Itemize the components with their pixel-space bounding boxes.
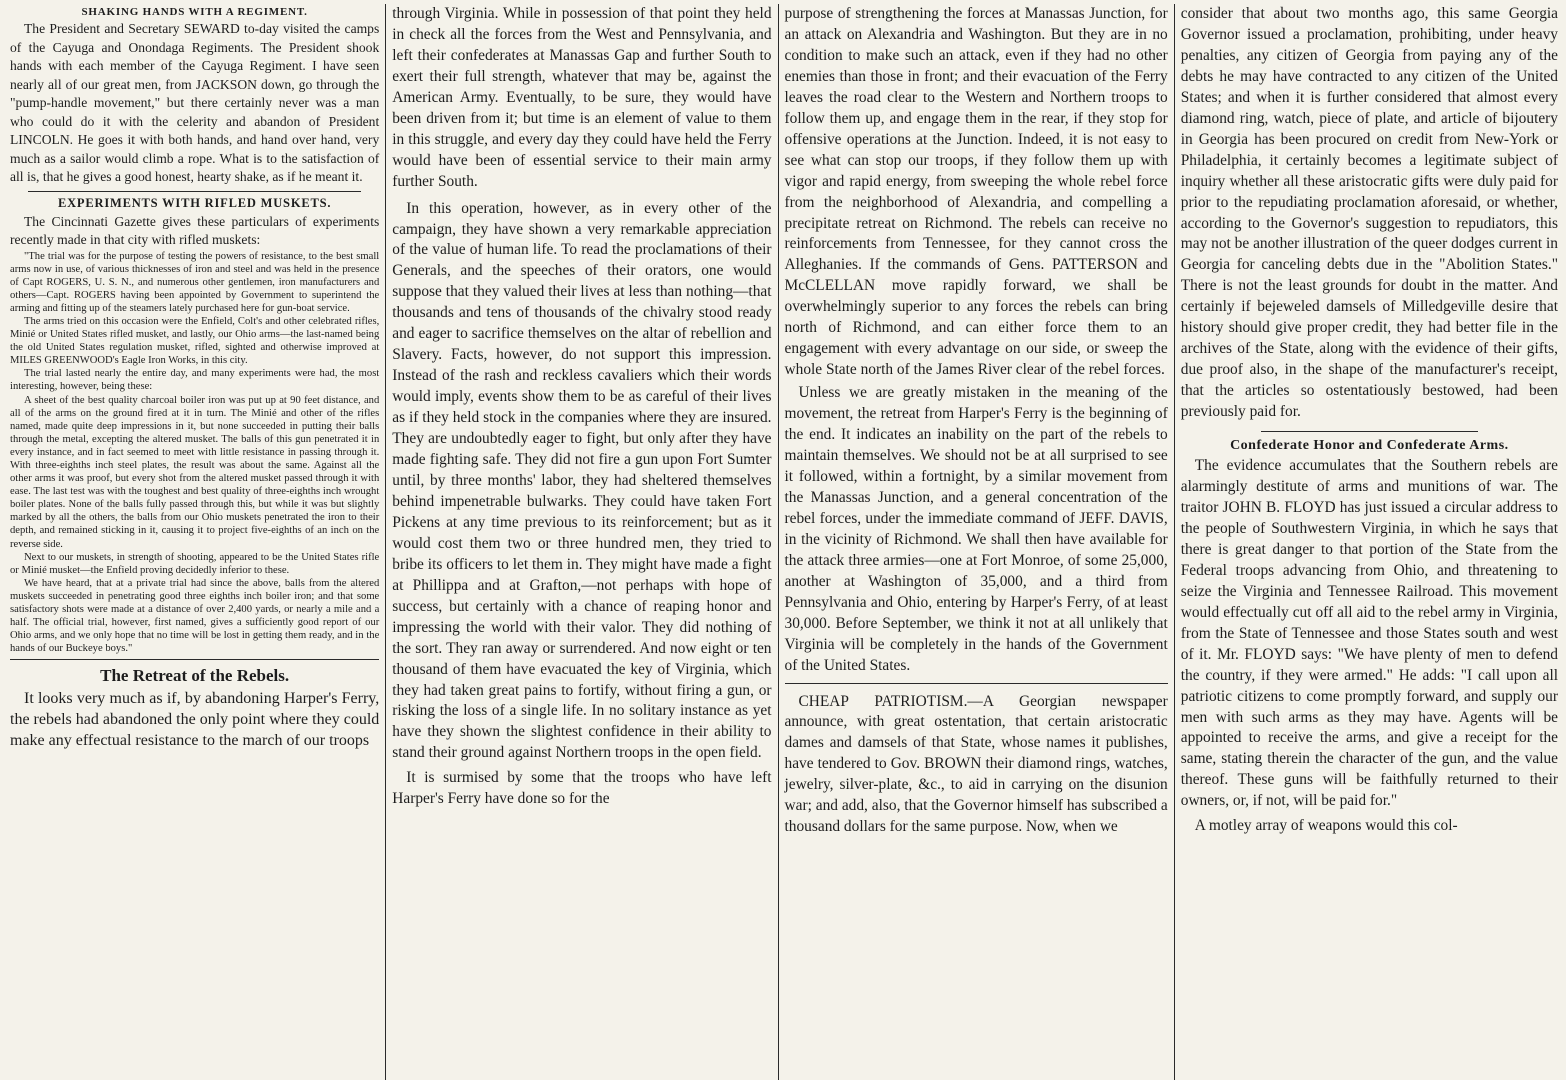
paragraph-cheap-patriotism [785,692,1168,839]
paragraph: through Virginia. While in possession of that point they held in check all the forces from the West and Pennsylvania, and left their confederates at Manassas Gap and further South to exert their full strength, whatever that may be, against the American Army. Eventually, to be sure, they would have been driven from it; but time is an element of value to them in this struggle, and every day they could have held the Ferry would have been of essential service to their main army further South. [392,5,772,190]
column-3 [779,4,1174,1080]
paragraph: The President and Secretary SEWARD to-day visited the camps of the Cayuga and Onondaga Regiments. The President shook hands with each member of the Cayuga Regiment. I have seen nearly all of our great men, from JACKSON down, go through the "pump-handle movement," but there certainly never was a man who could do it with the celerity and abandon of President LINCOLN. He goes it with both hands, and hand over hand, very much as a sailor would climb a rope. What is to the satisfaction of all is, that he gives a good honest, hearty shake, as if he meant it. [10,21,380,184]
paragraph: It looks very much as if, by abandoning Harper's Ferry, the rebels had abandoned the only point where they could make any effectual resistance to the march of our troops [10,690,380,750]
paragraph: purpose of strengthening the forces at Manassas Junction, for an attack on Alexandria and Washington. But they are in no condition to make such an attack, even if they had no other enemies than those in front; and their evacuation of the Ferry leaves the road clear to the Western and Northern troops to follow them up, and engage them in the rear, if they stop for offensive operations at the Junction. Indeed, it is not easy to see what can stop our troops, if they follow them up with vigor and rapid energy, from sweeping the whole rebel force from the neighborhood of Alexandria, and compelling a precipitate retreat on Richmond. The rebels can receive no reinforcements from Tennessee, for they cannot cross the Alleghanies. If the commands of Gens. PATTERSON and McCLELLAN move rapidly forward, we shall be overwhelmingly superior to any forces the rebels can bring north of Richmond, and can either force them to an engagement with every advantage on our side, or sweep the whole State north of the James River clear of the rebel forces. [784,5,1168,379]
paragraph: The arms tried on this occasion were the Enfield, Colt's and other celebrated rifles, Minié or United States rifled musket, and lastly, our Ohio arms—the last-named being the old United States regulation musket, rifled, sighted and otherwise improved at MILES GREENWOOD's Eagle Iron Works, in this city. [10,315,380,367]
paragraph-body: —A Georgian newspaper announce, with great ostentation, that certain aristocratic dames and damsels of that State, whose names it publishes, have tendered to Gov. BROWN their diamond rings, watches, jewelry, silver-plate, &c., to aid in carrying on the disunion war; and add, also, that the Governor himself has subscribed a thousand dollars for the same purpose. Now, when we [784,692,1168,836]
divider [785,683,1168,684]
paragraph: The trial lasted nearly the entire day, and many experiments were had, the most interesting, however, being these: [10,368,380,393]
paragraph: "The trial was for the purpose of testing the powers of resistance, to the best small arms now in use, of various thicknesses of iron and steel and was held in the presence of Capt ROGERS, U. S. N., and numerous other gentlemen, iron manufacturers and others—Capt. ROGERS having been appointed by Government to superintend the arming and fitting up of the steamers lately purchased here for gun-boat service. [10,250,380,314]
paragraph: In this operation, however, as in every other of the campaign, they have shown a very remarkable appreciation of the value of human life. To read the proclamations of their Generals, and the speeches of their orators, one would suppose that they valued their lives at less than nothing—that thousands and tens of thousands of the chivalry stood ready and eager to sacrifice themselves on the altar of rebellion and Slavery. Facts, however, do not support this impression. Instead of the rash and reckless cavaliers which their words would imply, events show them to be as careful of their lives as if they held stock in the companies where they are insured. They are undoubtedly eager to fight, but only after they have made fighting safe. They did not fire a gun upon Fort Sumter until, by three months' labor, they had sheltered themselves behind impenetrable bulwarks. They could have taken Fort Pickens at any time previous to its reinforcement; but as it would cost them two or three hundred men, they tried to bribe its officers to let them in. They might have made a fight at Phillippa and at Grafton,—not perhaps with hope of success, but certainly with a chance of reaping honor and impressing the world with their valor. They did nothing of the sort. They ran away or surrendered. And now eight or ten thousand of them have evacuated the key of Virginia, which they had taken great pains to fortify, without firing a gun, or risking the loss of a single life. In no solitary instance as yet have they shown the slightest confidence in their ability to stand their ground against Northern troops in the open field. [392,199,772,762]
column-2 [386,4,777,1080]
paragraph: Next to our muskets, in strength of shooting, appeared to be the United States rifle or Minié musket—the Enfield proving decidedly inferior to these. [10,551,380,576]
divider [1261,431,1478,432]
paragraph: consider that about two months ago, this same Georgia Governor issued a proclamation, prohibiting, under heavy penalties, any citizen of Georgia from paying any of the debts he may have contracted to any citizen of the United States; and when it is further considered that almost every diamond ring, watch, piece of plate, and article of bijoutery in Georgia has been procured on credit from New-York or Philadelphia, it certainly becomes a legitimate subject of inquiry whether all these aristocratic gifts were duly paid for prior to the repudiating proclamation aforesaid, or whether, according to the Governor's suggestion to repudiators, this may not be another illustration of the queer dodges current in Georgia for canceling debts due in the "Abolition States." There is not the least grounds for doubt in the matter. And certainly if bejeweled damsels of Milledgeville desire that history should give proper credit, they had better file in the archives of the State, along with the evidence of their gifts, due proof also, in the shape of the manufacturer's receipt, that the articles so ostentatiously bestowed, had been previously paid for. [1180,5,1558,421]
divider [10,659,379,660]
divider [28,191,361,192]
paragraph: The Cincinnati Gazette gives these particulars of experiments recently made in that city with rifled muskets: [10,213,380,247]
paragraph: It is surmised by some that the troops who have left Harper's Ferry have done so for the [392,769,772,808]
paragraph: A motley array of weapons would this col- [1194,817,1458,835]
paragraph: The evidence accumulates that the Southern rebels are alarmingly destitute of arms and munitions of war. The traitor JOHN B. FLOYD has just issued a circular address to the people of Southwestern Virginia, in which he says that there is great danger to that portion of the State from the Federal troops advancing from Ohio, and threatening to seize the Virginia and Tennessee Railroad. This movement would effectually cut off all aid to the rebel army in Virginia, from the State of Tennessee and those States south and west of it. Mr. FLOYD says: "We have plenty of men to defend the country, if they were armed." He adds: "I call upon all patriotic citizens to come promptly forward, and supply our men with such arms as they may have. Agents will be appointed to receive the arms, and give a receipt for the same, stating therein the character of the gun, and the value thereof. These guns will be faithfully returned to their owners, or, if not, will be paid for." [1180,457,1558,810]
heading-retreat-of-rebels: The Retreat of the Rebels. [100,666,290,686]
heading-confederate-honor: Confederate Honor and Confederate Arms. [1230,438,1509,454]
column-1 [4,4,385,1080]
paragraph: A sheet of the best quality charcoal boiler iron was put up at 90 feet distance, and all of the arms on the ground fired at it in turn. The Minié and other of the rifles named, made quite deep impressions in it, but none succeeded in putting their balls through the metal, excepting the altered musket. The balls of this gun penetrated it in every instance, and in fact seemed to meet with little resistance in passing through it. With three-eighths inch steel plates, the result was about the same. Against all the other arms it was proof, but every shot from the altered musket passed through it with ease. The last test was with the toughest and best quality of three-eighths inch wrought boiler plates. None of the balls fully passed through this, but while it was but slightly marked by all the others, the balls from our Ohio muskets penetrated the iron to their depth, and remained sticking in it, causing it to project five-eighths of an inch on the reverse side. [10,394,380,550]
heading-rifled-muskets: EXPERIMENTS WITH RIFLED MUSKETS. [57,195,332,210]
paragraph: Unless we are greatly mistaken in the meaning of the movement, the retreat from Harper's Ferry is the beginning of the end. It indicates an inability on the part of the rebels to maintain themselves. We should not be at all surprised to see it followed, within a fortnight, by a similar movement from the Manassas Junction, and a general concentration of the rebel forces, under the immediate command of JEFF. DAVIS, in the vicinity of Richmond. We shall then have available for the attack three armies—one at Fort Monroe, of some 25,000, another at Washington of 35,000, and a third from Pennsylvania and Ohio, entering by Harper's Ferry, of at least 30,000. Before September, we think it not at all unlikely that Virginia will be completely in the hands of the Government of the United States. [784,384,1168,674]
lead-in: CHEAP PATRIOTISM. [798,692,968,710]
heading-shaking-hands: SHAKING HANDS WITH A REGIMENT. [81,6,308,18]
paragraph: We have heard, that at a private trial had since the above, balls from the altered muskets succeeded in penetrating good three eighths inch boiler iron; and that some satisfactory shots were made at a distance of over 2,400 yards, or nearly a mile and a half. The official trial, however, first named, gives a sufficiently good report of our Ohio arms, and we only hope that no time will be lost in getting them ready, and in the hands of our Buckeye boys." [10,577,380,655]
column-4 [1175,4,1564,1080]
